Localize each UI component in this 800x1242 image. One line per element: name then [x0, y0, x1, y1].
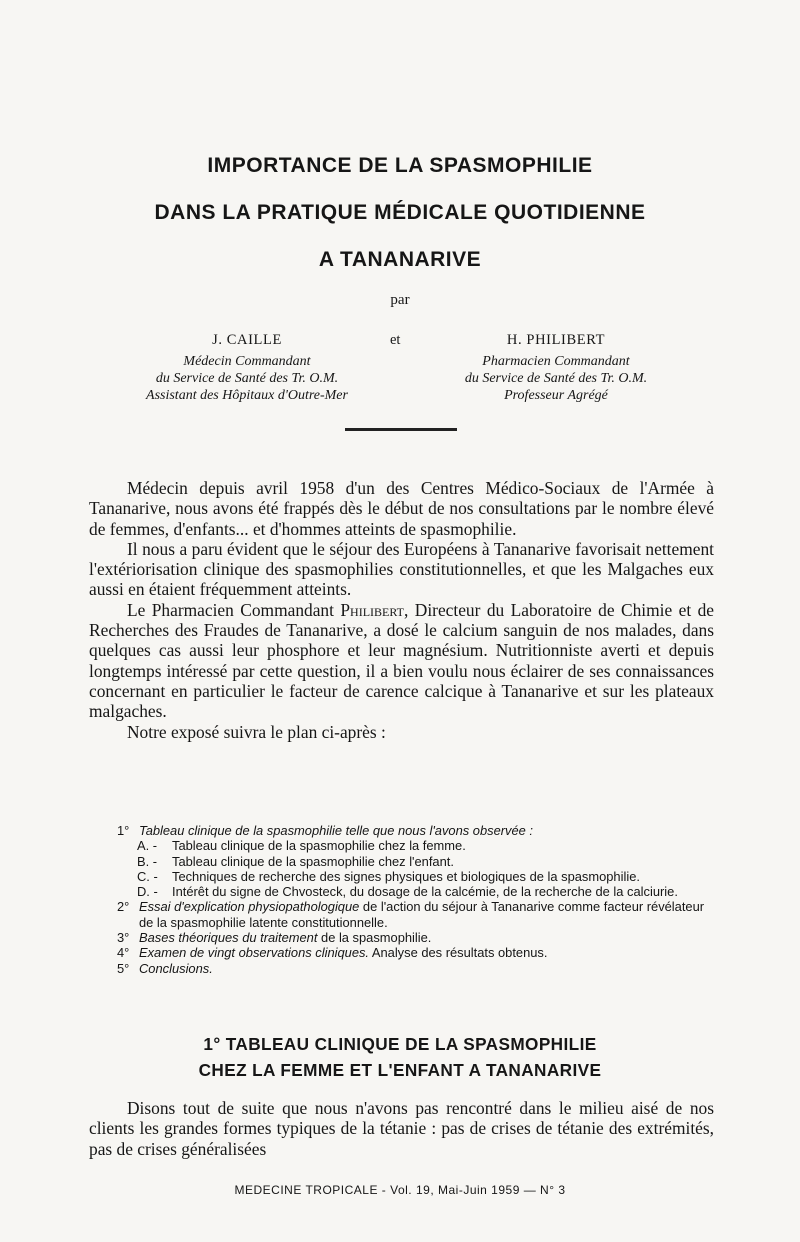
plan-subitem-d-letter: D. - [137, 884, 158, 900]
plan-item-4-text: Analyse des résultats obtenus. [369, 945, 548, 961]
author-1-block [112, 332, 382, 404]
section-1-body [89, 1098, 714, 1159]
author-2-role-1: Pharmacien Commandant [482, 354, 630, 369]
article-title-line-3: A TANANARIVE [318, 248, 482, 271]
plan-item-2 [117, 899, 717, 930]
plan-item-2-text: de l'action du séjour à Tananarive comme facteur révélateur de la spasmophilie latente constitutionnelle. [139, 899, 705, 930]
plan-subitem-b [117, 854, 717, 869]
author-1-role-3: Assistant des Hôpitaux d'Outre-Mer [146, 388, 348, 403]
section-1-paragraph-1: Disons tout de suite que nous n'avons pas rencontré dans le milieu aisé de nos clients les grandes formes typiques de la tétanie : pas de crises de tétanie des extrémités, pas de crises généralisées [89, 1098, 714, 1159]
plan-subitem-b-text: Tableau clinique de la spasmophilie chez l'enfant. [172, 853, 454, 869]
author-1-role-2: du Service de Santé des Tr. O.M. [155, 371, 339, 386]
plan-subitem-a-text: Tableau clinique de la spasmophilie chez la femme. [172, 838, 466, 854]
plan-subitem-a-letter: A. - [137, 838, 158, 854]
plan-subitem-b-letter: B. - [137, 853, 158, 869]
intro-paragraph-3 [89, 600, 714, 722]
intro-paragraph-2: Il nous a paru évident que le séjour des Européens à Tananarive favorisait nettement l'extériorisation clinique des spasmophilies constitutionnelles, et que les Malgaches eux aussi en étaient fréquemment atteints. [89, 538, 714, 600]
plan-item-3-title: Bases théoriques du traitement [139, 930, 318, 946]
plan-subitem-d-text: Intérêt du signe de Chvosteck, du dosage de la calcémie, de la recherche de la calciurie. [172, 884, 678, 900]
plan-subitem-d [117, 884, 717, 899]
plan-item-2-title: Essai d'explication physiopathologique [139, 899, 360, 915]
plan-item-4-title: Examen de vingt observations cliniques. [139, 945, 370, 961]
plan-item-5-number: 5° [117, 960, 130, 976]
author-1-role-1: Médecin Commandant [183, 354, 311, 369]
plan-item-3 [117, 930, 717, 945]
intro-philibert-name: Philibert [340, 599, 404, 620]
introduction-body [89, 478, 714, 742]
article-title-line-2: DANS LA PRATIQUE MÉDICALE QUOTIDIENNE [154, 201, 646, 224]
byline-et: et [390, 332, 401, 348]
author-2-block [414, 332, 698, 404]
plan-item-1-title: Tableau clinique de la spasmophilie telle que nous l'avons observée : [139, 823, 533, 838]
plan-item-1-number: 1° [117, 823, 130, 838]
plan-item-5 [117, 961, 717, 976]
section-1-heading-line-2: CHEZ LA FEMME ET L'ENFANT A TANANARIVE [198, 1060, 602, 1080]
author-2-role-3: Professeur Agrégé [504, 388, 608, 403]
plan-subitem-c-letter: C. - [137, 868, 158, 884]
author-2-role-2: du Service de Santé des Tr. O.M. [464, 371, 648, 386]
plan-item-5-title: Conclusions. [139, 960, 213, 976]
plan-item-4 [117, 945, 717, 960]
title-separator-rule [345, 428, 457, 431]
author-2-name: H. PHILIBERT [506, 332, 606, 348]
plan-item-2-number: 2° [117, 899, 130, 915]
plan-item-1 [117, 823, 717, 838]
article-title-line-1: IMPORTANCE DE LA SPASMOPHILIE [207, 154, 593, 177]
plan-item-4-number: 4° [117, 945, 130, 961]
intro-paragraph-4: Notre exposé suivra le plan ci-après : [127, 721, 386, 742]
plan-item-3-text: de la spasmophilie. [317, 930, 432, 946]
journal-footer: MEDECINE TROPICALE - Vol. 19, Mai-Juin 1959 — N° 3 [234, 1183, 566, 1197]
plan-subitem-c-text: Techniques de recherche des signes physiques et biologiques de la spasmophilie. [172, 868, 640, 884]
intro-paragraph-3-end: , Directeur du Laboratoire de Chimie et de Recherches des Fraudes de Tananarive, a dosé le calcium sanguin de nos malades, dans quelques cas aussi leur phosphore et leur magnésium. Nutritionniste averti et depuis longtemps intéressé par cette question, il a bien voulu nous éclairer de ses connaissances concernant en particulier le facteur de carence calcique à Tananarive et sur les plateaux malgaches. [89, 599, 714, 722]
article-plan [117, 823, 717, 976]
intro-paragraph-3-start: Le Pharmacien Commandant [127, 599, 341, 620]
plan-subitem-c [117, 869, 717, 884]
intro-paragraph-1: Médecin depuis avril 1958 d'un des Centres Médico-Sociaux de l'Armée à Tananarive, nous avons été frappés dès le début de nos consultations par le nombre élevé de femmes, d'enfants... et d'hommes atteints de spasmophilie. [89, 478, 714, 539]
plan-subitem-a [117, 838, 717, 853]
author-1-name: J. CAILLE [212, 332, 282, 348]
plan-item-3-number: 3° [117, 930, 130, 946]
section-1-heading-line-1: 1° TABLEAU CLINIQUE DE LA SPASMOPHILIE [203, 1034, 597, 1054]
byline-par: par [390, 292, 410, 308]
